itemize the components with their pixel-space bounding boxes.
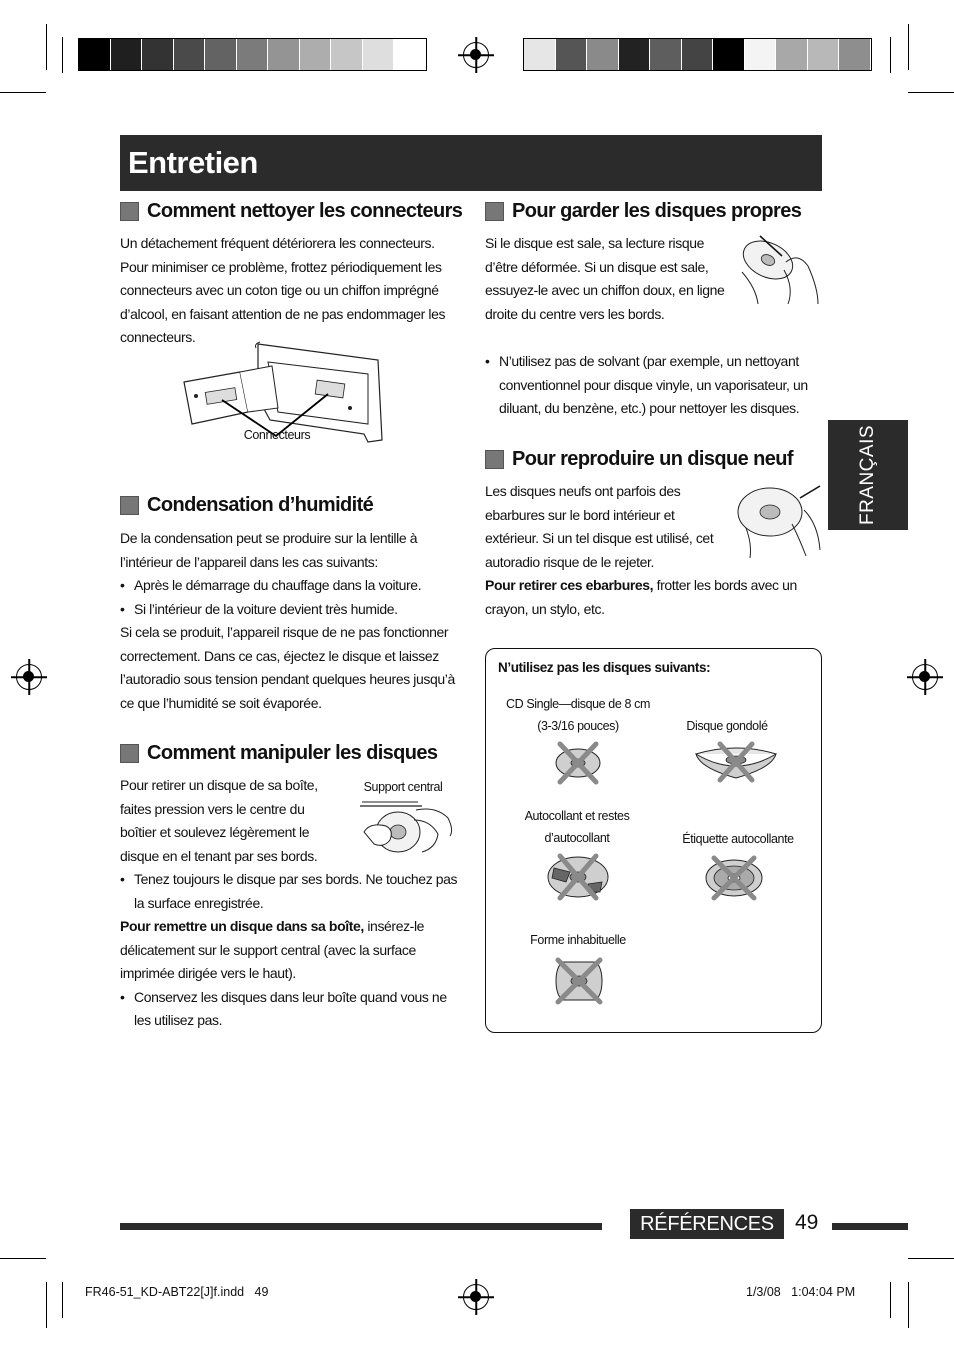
handling-caption: Support central [363,780,443,794]
registration-mark-icon [463,42,489,68]
crop-mark [908,1282,909,1328]
heading-square-icon [120,744,139,763]
sticker-label-disc-icon [702,854,766,902]
warped-disc-icon [690,740,782,786]
disc-label-cd-single: CD Single—disque de 8 cm (3-3/16 pouces) [506,697,650,733]
new-disc-illustration [734,484,826,560]
crop-mark [908,24,909,70]
crop-mark [0,1258,46,1259]
file-name: FR46-51_KD-ABT22[J]f.indd 49 [85,1285,269,1299]
footer-rule-right [832,1223,908,1230]
title-bar [120,135,822,191]
wiping-disc-illustration [738,232,824,308]
color-swatch [839,39,871,70]
color-swatch [268,39,300,70]
crop-mark [62,37,63,73]
color-swatch [300,39,332,70]
section-heading: Pour garder les disques propres [485,200,801,223]
color-swatch [142,39,174,70]
color-swatch [331,39,363,70]
registration-mark-icon [463,1284,489,1310]
color-swatch [713,39,745,70]
cd-single-icon [550,740,606,786]
registration-mark-icon [16,664,42,690]
language-label: FRANÇAIS [857,424,878,526]
section-heading: Comment manipuler les disques [120,742,437,765]
section-tag: RÉFÉRENCES [630,1209,784,1239]
color-bar-right [523,38,872,71]
color-swatch [682,39,714,70]
heading-square-icon [120,202,139,221]
color-swatch [587,39,619,70]
connectors-caption: Connecteurs [243,428,311,442]
unusable-discs-heading: N’utilisez pas les disques suivants: [498,660,711,675]
disc-label-unusual-shape: Forme inhabituelle [530,933,626,947]
color-swatch [619,39,651,70]
color-swatch [556,39,588,70]
color-swatch [111,39,143,70]
color-swatch [808,39,840,70]
handling-intro: Pour retirer un disque de sa boîte, faites pression vers le centre du boîtier et soulevez légèrement le disque en el tenant par ses bords. [120,777,318,864]
unusual-shape-disc-icon [550,956,608,1006]
color-swatch [394,39,426,70]
handling-body: • Tenez toujours le disque par ses bords. Ne touchez pas la surface enregistrée. Pour remettre un disque dans sa boîte, insérez-le délicatement sur le support central (avec la surface imprimée dirigée vers le haut). • Conservez les disques dans leur boîte quand vous ne les utilisez pas. [120,868,460,1033]
heading-square-icon [120,496,139,515]
color-swatch [776,39,808,70]
crop-mark [62,1282,63,1318]
page-title: Entretien [128,145,258,180]
new-disc-tip: Pour retirer ces ebarbures, frotter les bords avec un crayon, un stylo, etc. [485,577,797,617]
crop-mark [0,92,46,93]
disc-label-sticker-residue: Autocollant et restes d’autocollant [524,809,630,845]
condensation-body: De la condensation peut se produire sur la lentille à l’intérieur de l’appareil dans les cas suivants: • Après le démarrage du chauffage dans la voiture. • Si l’intérieur de la voiture devient très humide. Si cela se produit, l’appareil risque de ne pas fonctionner correctement. Dans ce cas, éjectez le disque et laissez l’autoradio sous tension pendant quelques heures jusqu’à ce que l’humidité se soit évaporée. [120,527,460,715]
connectors-body: Un détachement fréquent détériorera les connecteurs. Pour minimiser ce problème, frottez périodiquement les connecteurs avec un coton tige ou un chiffon imprégné d’alcool, en faisant attention de ne pas endommager les connecteurs. [120,235,446,345]
registration-mark-icon [912,664,938,690]
heading-square-icon [485,450,504,469]
footer-rule-left [120,1223,602,1230]
sticker-residue-disc-icon [544,852,612,902]
disc-label-sticker-label: Étiquette autocollante [682,832,794,846]
new-disc-body: Les disques neufs ont parfois des ebarbures sur le bord intérieur et extérieur. Si un tel disque est utilisé, cet autoradio risque de le rejeter. [485,483,714,570]
color-swatch [237,39,269,70]
page-number: 49 [795,1211,819,1234]
crop-mark [46,24,47,70]
crop-mark [890,1282,891,1318]
color-swatch [524,39,556,70]
heading-square-icon [485,202,504,221]
language-tab [828,420,908,530]
color-swatch [650,39,682,70]
color-bar-left [78,38,427,71]
print-date: 1/3/08 1:04:04 PM [746,1285,856,1299]
section-heading: Comment nettoyer les connecteurs [120,200,462,223]
section-heading: Pour reproduire un disque neuf [485,448,793,471]
crop-mark [908,1258,954,1259]
clean-discs-body: Si le disque est sale, sa lecture risque d’être déformée. Si un disque est sale, essuyez-le avec un chiffon doux, en ligne droite du centre vers les bords. [485,235,725,322]
clean-discs-bullet: • N’utilisez pas de solvant (par exemple, un nettoyant conventionnel pour disque vinyle, un vaporisateur, un diluant, du benzène, etc.) pour nettoyer les disques. [485,350,825,421]
color-swatch [745,39,777,70]
color-swatch [205,39,237,70]
color-swatch [174,39,206,70]
section-heading: Condensation d’humidité [120,494,373,517]
crop-mark [908,92,954,93]
crop-mark [890,37,891,73]
color-swatch [79,39,111,70]
color-swatch [363,39,395,70]
disc-label-warped: Disque gondolé [686,719,768,733]
crop-mark [46,1282,47,1328]
disc-case-illustration [356,800,456,860]
